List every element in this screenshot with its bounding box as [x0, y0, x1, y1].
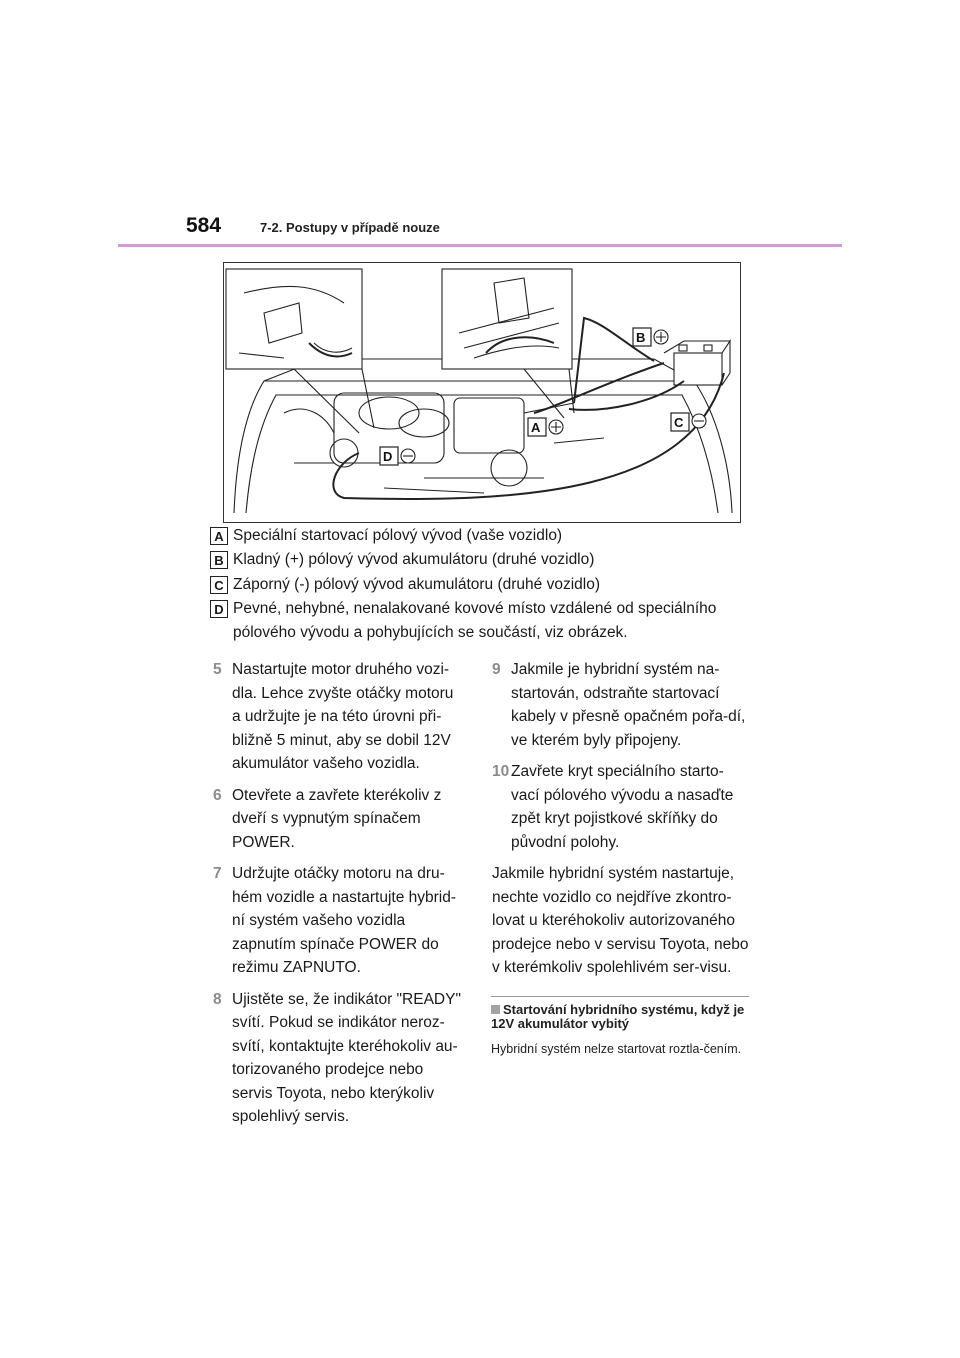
right-column [492, 658, 752, 980]
step-number: 6 [213, 786, 222, 804]
legend-item-a [210, 524, 563, 548]
step-number: 8 [213, 990, 222, 1008]
legend-key: C [210, 576, 228, 594]
figure-label-c: C [674, 415, 684, 430]
step-8 [213, 988, 465, 1129]
legend-item-b [210, 548, 595, 572]
step-7 [213, 862, 465, 980]
step-text: Ujistěte se, že indikátor "READY" svítí. Pokud se indikátor neroz-svítí, kontaktujte kteréhokoliv au-torizovaného prodejce nebo servis Toyota, nebo kterýkoliv spolehlivý servis. [232, 990, 461, 1125]
legend-item-d [210, 597, 717, 641]
step-number: 5 [213, 661, 222, 678]
step-9 [492, 658, 752, 752]
legend-key: B [210, 551, 228, 569]
step-text: Jakmile je hybridní systém na-startován, odstraňte startovací kabely v přesně opačném pořa-dí, ve kterém byly připojeny. [511, 661, 746, 749]
legend-key: D [210, 600, 228, 618]
header-rule [118, 244, 842, 247]
step-number: 10 [492, 763, 510, 780]
closing-paragraph: Jakmile hybridní systém nastartuje, nechte vozidlo co nejdříve zkontro-lovat u kteréhokoliv autorizovaného prodejce nebo v servisu Toyota, nebo v kterémkoliv spolehlivém ser-visu. [492, 865, 749, 976]
legend-text: Kladný (+) pólový vývod akumulátoru (druhé vozidlo) [233, 551, 595, 568]
legend-item-c [210, 573, 600, 597]
note-body: Hybridní systém nelze startovat roztla-čením. [491, 1042, 742, 1056]
step-text: Nastartujte motor druhého vozi-dla. Lehce zvyšte otáčky motoru a udržujte je na této úrovni při-bližně 5 minut, aby se dobil 12V akumulátor vašeho vozidla. [232, 661, 454, 772]
step-10 [492, 760, 752, 854]
step-number: 7 [213, 865, 222, 882]
legend-text: Pevné, nehybné, nenalakované kovové místo vzdálené od speciálního pólového vývodu a pohybujících se součástí, viz obrázek. [233, 600, 717, 641]
figure-label-a: A [531, 420, 541, 435]
legend-text: Záporný (-) pólový vývod akumulátoru (druhé vozidlo) [233, 576, 600, 593]
step-text: Udržujte otáčky motoru na dru-hém vozidle a nastartujte hybrid-ní systém vašeho vozidla zapnutím spínače POWER do režimu ZAPNUTO. [232, 865, 457, 976]
step-5 [213, 658, 465, 776]
note-bullet-icon [491, 1005, 500, 1014]
step-text: Otevřete a zavřete kterékoliv z dveří s vypnutým spínačem POWER. [232, 786, 442, 851]
note-heading [491, 1003, 751, 1031]
jump-start-illustration [223, 262, 741, 523]
step-text: Zavřete kryt speciálního starto-vací pólového vývodu a nasaďte zpět kryt pojistkové skříňky do původní polohy. [511, 763, 734, 851]
step-number: 9 [492, 661, 501, 678]
page-number: 584 [186, 214, 222, 237]
section-title: 7-2. Postupy v případě nouze [260, 220, 440, 235]
legend-text: Speciální startovací pólový vývod (vaše vozidlo) [233, 527, 563, 544]
figure-label-d: D [383, 449, 393, 464]
figure-label-b: B [636, 330, 646, 345]
note-heading-text: Startování hybridního systému, když je 12V akumulátor vybitý [491, 1002, 745, 1031]
legend-key: A [210, 527, 228, 545]
step-6 [213, 784, 465, 855]
left-column [213, 658, 465, 1137]
note-rule [491, 996, 749, 997]
engine-bay-drawing [224, 263, 740, 522]
